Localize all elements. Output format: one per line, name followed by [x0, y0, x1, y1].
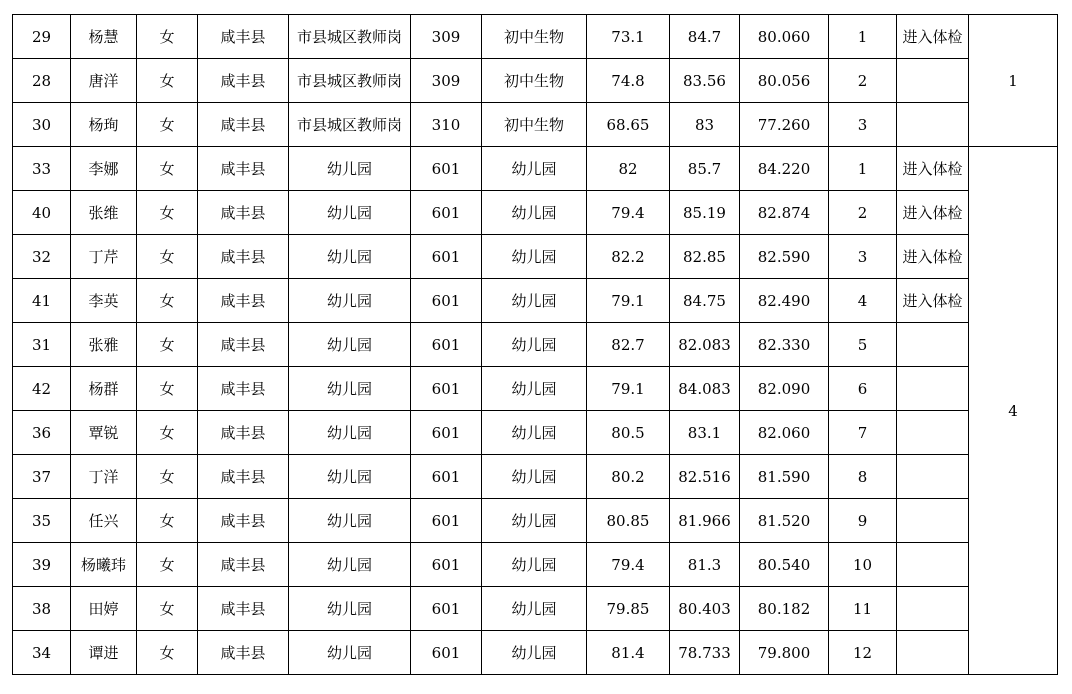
- post-code-cell: 310: [411, 103, 482, 147]
- county-cell: 咸丰县: [198, 455, 289, 499]
- table-row: [13, 147, 1058, 191]
- remark-cell: 进入体检: [897, 279, 969, 323]
- table-row: [13, 59, 1058, 103]
- written-score-cell: 79.4: [587, 543, 670, 587]
- interview-score-cell: 78.733: [670, 631, 740, 675]
- post-cell: 市县城区教师岗: [289, 15, 411, 59]
- total-score-cell: 81.520: [740, 499, 829, 543]
- post-cell: 幼儿园: [289, 411, 411, 455]
- post-cell: 幼儿园: [289, 323, 411, 367]
- gender-cell: 女: [137, 59, 198, 103]
- total-score-cell: 80.182: [740, 587, 829, 631]
- total-score-cell: 82.060: [740, 411, 829, 455]
- written-score-cell: 82: [587, 147, 670, 191]
- table-row: [13, 367, 1058, 411]
- rank-cell: 1: [829, 15, 897, 59]
- remark-cell: [897, 411, 969, 455]
- written-score-cell: 82.7: [587, 323, 670, 367]
- total-score-cell: 80.060: [740, 15, 829, 59]
- post-code-cell: 601: [411, 367, 482, 411]
- serial-cell: 40: [13, 191, 71, 235]
- remark-cell: [897, 543, 969, 587]
- interview-score-cell: 81.3: [670, 543, 740, 587]
- subject-cell: 幼儿园: [482, 323, 587, 367]
- post-cell: 幼儿园: [289, 543, 411, 587]
- subject-cell: 幼儿园: [482, 455, 587, 499]
- remark-cell: 进入体检: [897, 235, 969, 279]
- county-cell: 咸丰县: [198, 587, 289, 631]
- interview-score-cell: 85.7: [670, 147, 740, 191]
- interview-score-cell: 84.75: [670, 279, 740, 323]
- written-score-cell: 82.2: [587, 235, 670, 279]
- gender-cell: 女: [137, 191, 198, 235]
- written-score-cell: 74.8: [587, 59, 670, 103]
- total-score-cell: 77.260: [740, 103, 829, 147]
- subject-cell: 幼儿园: [482, 411, 587, 455]
- post-cell: 幼儿园: [289, 279, 411, 323]
- total-score-cell: 82.490: [740, 279, 829, 323]
- total-score-cell: 80.540: [740, 543, 829, 587]
- county-cell: 咸丰县: [198, 235, 289, 279]
- serial-cell: 31: [13, 323, 71, 367]
- post-code-cell: 309: [411, 59, 482, 103]
- serial-cell: 38: [13, 587, 71, 631]
- table-row: [13, 235, 1058, 279]
- post-cell: 幼儿园: [289, 235, 411, 279]
- gender-cell: 女: [137, 411, 198, 455]
- gender-cell: 女: [137, 323, 198, 367]
- serial-cell: 41: [13, 279, 71, 323]
- rank-cell: 7: [829, 411, 897, 455]
- name-cell: 谭进: [71, 631, 137, 675]
- table-row: [13, 543, 1058, 587]
- subject-cell: 幼儿园: [482, 367, 587, 411]
- county-cell: 咸丰县: [198, 367, 289, 411]
- rank-cell: 9: [829, 499, 897, 543]
- post-code-cell: 601: [411, 147, 482, 191]
- table-row: [13, 15, 1058, 59]
- post-code-cell: 601: [411, 543, 482, 587]
- interview-score-cell: 83.1: [670, 411, 740, 455]
- gender-cell: 女: [137, 543, 198, 587]
- table-row: [13, 499, 1058, 543]
- county-cell: 咸丰县: [198, 279, 289, 323]
- group-count-cell: 1: [969, 15, 1058, 147]
- name-cell: 杨群: [71, 367, 137, 411]
- remark-cell: [897, 455, 969, 499]
- interview-score-cell: 85.19: [670, 191, 740, 235]
- subject-cell: 幼儿园: [482, 191, 587, 235]
- serial-cell: 39: [13, 543, 71, 587]
- name-cell: 田婷: [71, 587, 137, 631]
- rank-cell: 2: [829, 59, 897, 103]
- name-cell: 丁洋: [71, 455, 137, 499]
- interview-score-cell: 82.516: [670, 455, 740, 499]
- gender-cell: 女: [137, 587, 198, 631]
- subject-cell: 幼儿园: [482, 587, 587, 631]
- post-code-cell: 309: [411, 15, 482, 59]
- remark-cell: [897, 631, 969, 675]
- post-cell: 市县城区教师岗: [289, 59, 411, 103]
- remark-cell: 进入体检: [897, 15, 969, 59]
- post-cell: 幼儿园: [289, 367, 411, 411]
- total-score-cell: 82.330: [740, 323, 829, 367]
- written-score-cell: 80.5: [587, 411, 670, 455]
- serial-cell: 37: [13, 455, 71, 499]
- interview-score-cell: 80.403: [670, 587, 740, 631]
- post-code-cell: 601: [411, 235, 482, 279]
- table-row: [13, 323, 1058, 367]
- county-cell: 咸丰县: [198, 103, 289, 147]
- total-score-cell: 80.056: [740, 59, 829, 103]
- gender-cell: 女: [137, 631, 198, 675]
- subject-cell: 初中生物: [482, 103, 587, 147]
- post-cell: 幼儿园: [289, 147, 411, 191]
- remark-cell: [897, 587, 969, 631]
- written-score-cell: 73.1: [587, 15, 670, 59]
- remark-cell: [897, 367, 969, 411]
- post-code-cell: 601: [411, 279, 482, 323]
- subject-cell: 初中生物: [482, 59, 587, 103]
- rank-cell: 6: [829, 367, 897, 411]
- rank-cell: 1: [829, 147, 897, 191]
- rank-cell: 3: [829, 103, 897, 147]
- table-row: [13, 411, 1058, 455]
- subject-cell: 初中生物: [482, 15, 587, 59]
- written-score-cell: 81.4: [587, 631, 670, 675]
- gender-cell: 女: [137, 499, 198, 543]
- total-score-cell: 82.090: [740, 367, 829, 411]
- rank-cell: 2: [829, 191, 897, 235]
- name-cell: 杨珣: [71, 103, 137, 147]
- name-cell: 杨慧: [71, 15, 137, 59]
- gender-cell: 女: [137, 103, 198, 147]
- serial-cell: 32: [13, 235, 71, 279]
- county-cell: 咸丰县: [198, 15, 289, 59]
- name-cell: 李娜: [71, 147, 137, 191]
- serial-cell: 35: [13, 499, 71, 543]
- county-cell: 咸丰县: [198, 499, 289, 543]
- rank-cell: 10: [829, 543, 897, 587]
- rank-cell: 12: [829, 631, 897, 675]
- post-code-cell: 601: [411, 411, 482, 455]
- table-row: [13, 279, 1058, 323]
- written-score-cell: 79.85: [587, 587, 670, 631]
- subject-cell: 幼儿园: [482, 631, 587, 675]
- post-cell: 幼儿园: [289, 499, 411, 543]
- gender-cell: 女: [137, 367, 198, 411]
- name-cell: 张雅: [71, 323, 137, 367]
- subject-cell: 幼儿园: [482, 235, 587, 279]
- total-score-cell: 82.590: [740, 235, 829, 279]
- rank-cell: 4: [829, 279, 897, 323]
- post-code-cell: 601: [411, 587, 482, 631]
- interview-score-cell: 82.083: [670, 323, 740, 367]
- county-cell: 咸丰县: [198, 631, 289, 675]
- gender-cell: 女: [137, 147, 198, 191]
- post-cell: 幼儿园: [289, 631, 411, 675]
- name-cell: 张维: [71, 191, 137, 235]
- table-body: [13, 15, 1058, 675]
- gender-cell: 女: [137, 279, 198, 323]
- serial-cell: 33: [13, 147, 71, 191]
- name-cell: 覃锐: [71, 411, 137, 455]
- table-row: [13, 103, 1058, 147]
- interview-score-cell: 84.7: [670, 15, 740, 59]
- post-cell: 幼儿园: [289, 587, 411, 631]
- serial-cell: 36: [13, 411, 71, 455]
- remark-cell: 进入体检: [897, 147, 969, 191]
- rank-cell: 5: [829, 323, 897, 367]
- post-code-cell: 601: [411, 191, 482, 235]
- total-score-cell: 79.800: [740, 631, 829, 675]
- post-code-cell: 601: [411, 631, 482, 675]
- written-score-cell: 80.2: [587, 455, 670, 499]
- county-cell: 咸丰县: [198, 323, 289, 367]
- remark-cell: [897, 103, 969, 147]
- post-cell: 幼儿园: [289, 191, 411, 235]
- gender-cell: 女: [137, 15, 198, 59]
- table-row: [13, 455, 1058, 499]
- group-count-cell: 4: [969, 147, 1058, 675]
- total-score-cell: 81.590: [740, 455, 829, 499]
- interview-score-cell: 83: [670, 103, 740, 147]
- county-cell: 咸丰县: [198, 147, 289, 191]
- written-score-cell: 68.65: [587, 103, 670, 147]
- serial-cell: 28: [13, 59, 71, 103]
- county-cell: 咸丰县: [198, 411, 289, 455]
- remark-cell: 进入体检: [897, 191, 969, 235]
- name-cell: 唐洋: [71, 59, 137, 103]
- county-cell: 咸丰县: [198, 191, 289, 235]
- county-cell: 咸丰县: [198, 543, 289, 587]
- remark-cell: [897, 499, 969, 543]
- table-row: [13, 631, 1058, 675]
- interview-score-cell: 82.85: [670, 235, 740, 279]
- interview-score-cell: 84.083: [670, 367, 740, 411]
- rank-cell: 8: [829, 455, 897, 499]
- subject-cell: 幼儿园: [482, 279, 587, 323]
- written-score-cell: 79.1: [587, 367, 670, 411]
- post-code-cell: 601: [411, 499, 482, 543]
- rank-cell: 11: [829, 587, 897, 631]
- remark-cell: [897, 323, 969, 367]
- county-cell: 咸丰县: [198, 59, 289, 103]
- name-cell: 杨曦玮: [71, 543, 137, 587]
- serial-cell: 30: [13, 103, 71, 147]
- gender-cell: 女: [137, 235, 198, 279]
- results-table: [12, 14, 1058, 675]
- interview-score-cell: 81.966: [670, 499, 740, 543]
- total-score-cell: 82.874: [740, 191, 829, 235]
- post-cell: 市县城区教师岗: [289, 103, 411, 147]
- post-cell: 幼儿园: [289, 455, 411, 499]
- name-cell: 李英: [71, 279, 137, 323]
- name-cell: 丁芹: [71, 235, 137, 279]
- rank-cell: 3: [829, 235, 897, 279]
- table-row: [13, 587, 1058, 631]
- serial-cell: 34: [13, 631, 71, 675]
- table-row: [13, 191, 1058, 235]
- post-code-cell: 601: [411, 455, 482, 499]
- written-score-cell: 80.85: [587, 499, 670, 543]
- post-code-cell: 601: [411, 323, 482, 367]
- serial-cell: 29: [13, 15, 71, 59]
- subject-cell: 幼儿园: [482, 147, 587, 191]
- name-cell: 任兴: [71, 499, 137, 543]
- serial-cell: 42: [13, 367, 71, 411]
- interview-score-cell: 83.56: [670, 59, 740, 103]
- gender-cell: 女: [137, 455, 198, 499]
- written-score-cell: 79.4: [587, 191, 670, 235]
- written-score-cell: 79.1: [587, 279, 670, 323]
- remark-cell: [897, 59, 969, 103]
- subject-cell: 幼儿园: [482, 499, 587, 543]
- subject-cell: 幼儿园: [482, 543, 587, 587]
- total-score-cell: 84.220: [740, 147, 829, 191]
